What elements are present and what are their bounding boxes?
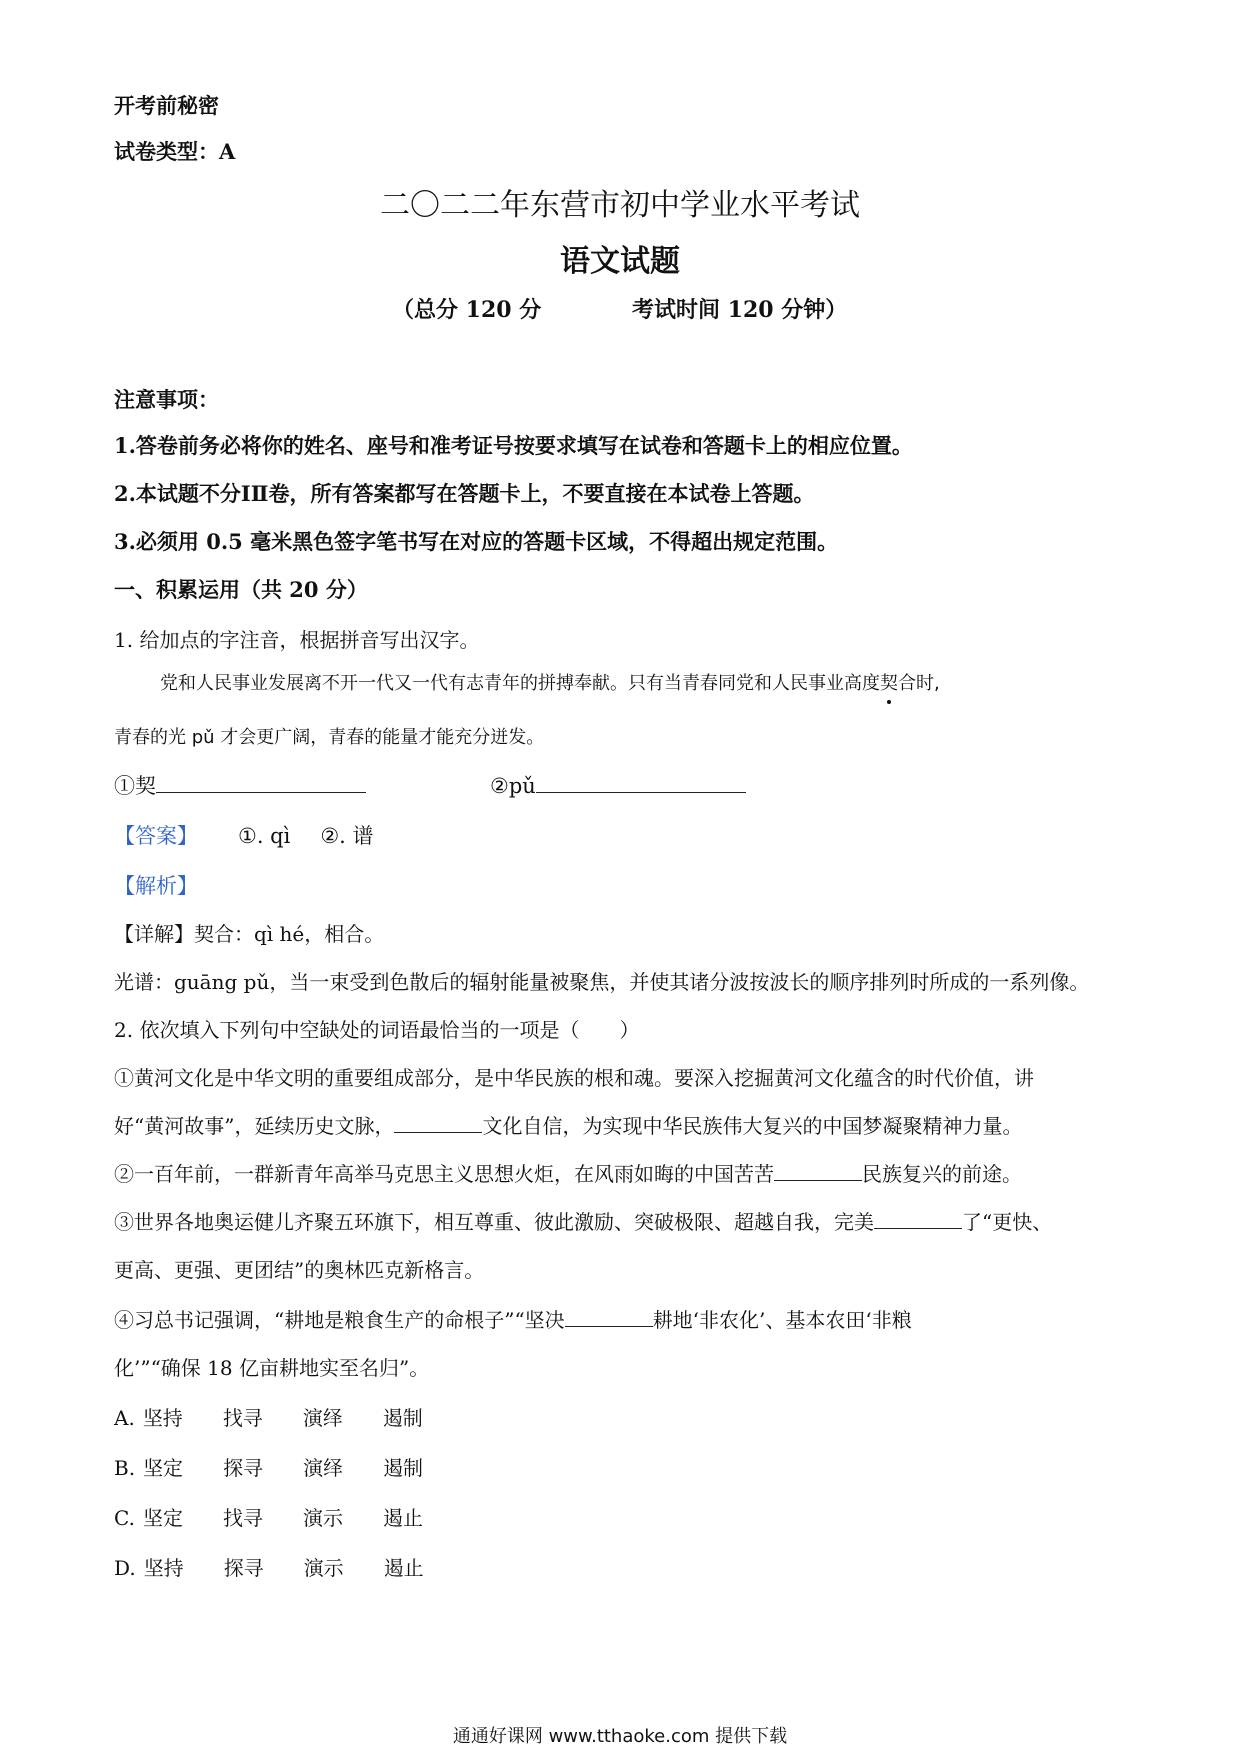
option-letter: B. [114, 1456, 136, 1480]
option-word: 演示 [303, 1556, 344, 1580]
sentence-1-line-1: ①黄河文化是中华文明的重要组成部分，是中华民族的根和魂。要深入挖掘黄河文化蕴含的时代价值，讲 [114, 1066, 1034, 1090]
footer-download-note: 通通好课网 www.tthaoke.com 提供下载 [452, 1726, 788, 1747]
option-c[interactable] [114, 1504, 463, 1532]
sentence-4-line-2: 化’”“确保 18 亿亩耕地实至名归”。 [114, 1356, 430, 1380]
sentence-text: 好“黄河故事”，延续历史文脉， [114, 1114, 395, 1138]
page-title: 二〇二二年东营市初中学业水平考试 [380, 188, 860, 223]
option-word: 坚定 [143, 1456, 184, 1480]
answer-2: ②. 谱 [320, 824, 374, 848]
notice-item-1: 1.答卷前务必将你的姓名、座号和准考证号按要求填写在试卷和答题卡上的相应位置。 [114, 433, 913, 458]
passage-text: 合时, [898, 673, 940, 694]
question-1-stem: 1. 给加点的字注音，根据拼音写出汉字。 [114, 628, 480, 652]
blank-1 [114, 772, 366, 800]
notice-heading: 注意事项： [114, 387, 219, 412]
question-1-passage-line-1 [160, 670, 940, 698]
section-heading: 一、积累运用（共 20 分） [114, 577, 368, 602]
detail-line-2: 光谱：guāng pǔ，当一束受到色散后的辐射能量被聚焦，并使其诸分波按波长的顺序排列时所成的一系列像。 [114, 970, 1090, 994]
sentence-text: ②一百年前，一群新青年高举马克思主义思想火炬，在风雨如晦的中国苦苦 [114, 1162, 774, 1186]
answer-blank [874, 1208, 962, 1229]
option-letter: C. [114, 1506, 135, 1530]
time-info: 考试时间 120 分钟） [632, 297, 848, 323]
blank-2 [490, 772, 746, 800]
option-word: 找寻 [222, 1406, 263, 1430]
option-word: 演示 [302, 1506, 343, 1530]
sentence-text: ④习总书记强调，“耕地是粮食生产的命根子”“坚决 [114, 1308, 565, 1332]
option-word: 坚持 [142, 1406, 183, 1430]
option-word: 遏制 [382, 1406, 423, 1430]
option-b[interactable] [114, 1454, 463, 1482]
dotted-character: 契 [880, 670, 898, 698]
option-word: 找寻 [222, 1506, 263, 1530]
option-word: 坚定 [142, 1506, 183, 1530]
question-1-passage-line-2: 青春的光 pǔ 才会更广阔，青春的能量才能充分迸发。 [114, 727, 545, 748]
option-word: 坚持 [143, 1556, 184, 1580]
option-word: 演绎 [302, 1406, 343, 1430]
paper-type: 试卷类型：A [114, 139, 236, 164]
option-word: 探寻 [223, 1556, 264, 1580]
answer-blank [156, 772, 366, 793]
answer-blank [565, 1306, 653, 1327]
blank-label: ①契 [114, 774, 156, 798]
sentence-text: 了“更快、 [962, 1210, 1053, 1234]
sentence-1-line-2 [114, 1112, 1022, 1140]
answer-blank [536, 772, 746, 793]
answer-blank [394, 1112, 482, 1133]
option-word: 探寻 [223, 1456, 264, 1480]
page-subtitle: 语文试题 [560, 244, 680, 279]
detail-line-1: 【详解】契合：qì hé，相合。 [114, 922, 385, 946]
option-d[interactable] [114, 1554, 464, 1582]
notice-item-3: 3.必须用 0.5 毫米黑色签字笔书写在对应的答题卡区域，不得超出规定范围。 [114, 529, 839, 554]
secret-label: 开考前秘密 [114, 93, 219, 118]
sentence-text: ③世界各地奥运健儿齐聚五环旗下，相互尊重、彼此激励、突破极限、超越自我，完美 [114, 1210, 874, 1234]
answer-row [114, 822, 374, 850]
option-letter: D. [114, 1556, 136, 1580]
option-word: 遏止 [383, 1556, 424, 1580]
answer-blank [774, 1160, 862, 1181]
score-info: （总分 120 分 [392, 297, 542, 323]
passage-text: 党和人民事业发展离不开一代又一代有志青年的拼搏奉献。只有当青春同党和人民事业高度 [160, 673, 880, 694]
answer-tag: 【答案】 [114, 824, 198, 848]
sentence-4-line-1 [114, 1306, 912, 1334]
notice-item-2: 2.本试题不分ⅠⅡ卷，所有答案都写在答题卡上，不要直接在本试卷上答题。 [114, 481, 815, 506]
question-2-stem: 2. 依次填入下列句中空缺处的词语最恰当的一项是（ ） [114, 1018, 640, 1042]
answer-1: ①. qì [238, 824, 291, 848]
sentence-3-line-2: 更高、更强、更团结”的奥林匹克新格言。 [114, 1258, 485, 1282]
sentence-text: 民族复兴的前途。 [862, 1162, 1022, 1186]
option-word: 演绎 [303, 1456, 344, 1480]
sentence-text: 耕地‘非农化’、基本农田‘非粮 [652, 1308, 912, 1332]
sentence-3-line-1 [114, 1208, 1052, 1236]
option-letter: A. [114, 1406, 135, 1430]
blank-label: ②pǔ [490, 774, 536, 798]
option-word: 遏制 [383, 1456, 424, 1480]
option-word: 遏止 [382, 1506, 423, 1530]
option-a[interactable] [114, 1404, 463, 1432]
analysis-tag: 【解析】 [114, 874, 198, 898]
sentence-2 [114, 1160, 1022, 1188]
sentence-text: 文化自信，为实现中华民族伟大复兴的中国梦凝聚精神力量。 [482, 1114, 1023, 1138]
